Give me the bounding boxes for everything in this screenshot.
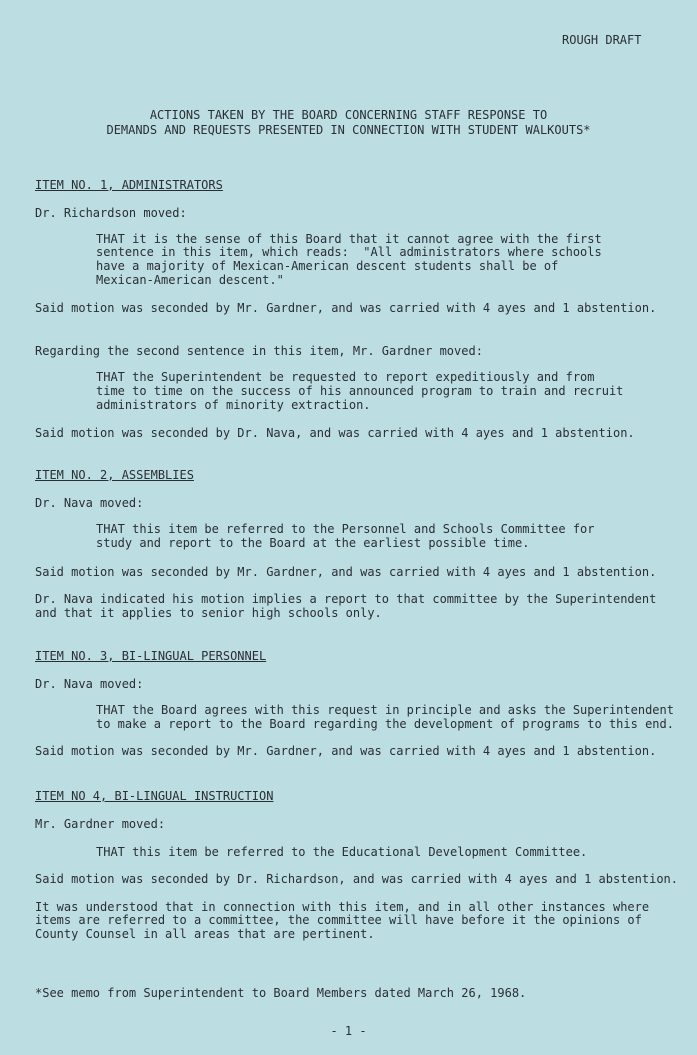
item2-motion-line: study and report to the Board at the earliest possible time. <box>96 536 530 550</box>
item4-result: Said motion was seconded by Dr. Richardson, and was carried with 4 ayes and 1 abstention. <box>35 872 678 886</box>
item1-motion1-line: Mexican-American descent." <box>96 273 284 287</box>
item2-result: Said motion was seconded by Mr. Gardner, and was carried with 4 ayes and 1 abstention. <box>35 565 657 579</box>
item4-mover: Mr. Gardner moved: <box>35 817 166 831</box>
item2-note-line: and that it applies to senior high schools only. <box>35 606 382 620</box>
item1-result2: Said motion was seconded by Dr. Nava, and was carried with 4 ayes and 1 abstention. <box>35 426 635 440</box>
title-line-2: DEMANDS AND REQUESTS PRESENTED IN CONNECTION WITH STUDENT WALKOUTS* <box>106 123 591 137</box>
page-number: - 1 - <box>330 1024 367 1038</box>
item3-motion-line: to make a report to the Board regarding the development of programs to this end. <box>96 717 674 731</box>
item1-motion2-line: time to time on the success of his announced program to train and recruit <box>96 384 624 398</box>
title-line-1: ACTIONS TAKEN BY THE BOARD CONCERNING STAFF RESPONSE TO <box>149 108 548 122</box>
item1-regarding: Regarding the second sentence in this item, Mr. Gardner moved: <box>35 344 483 358</box>
item1-mover: Dr. Richardson moved: <box>35 206 187 220</box>
item1-result1: Said motion was seconded by Mr. Gardner, and was carried with 4 ayes and 1 abstention. <box>35 301 657 315</box>
item3-mover: Dr. Nava moved: <box>35 677 144 691</box>
item1-motion1-line: have a majority of Mexican-American descent students shall be of <box>96 259 559 273</box>
footnote: *See memo from Superintendent to Board Members dated March 26, 1968. <box>35 986 527 1000</box>
item3-motion-line: THAT the Board agrees with this request in principle and asks the Superintendent <box>96 703 674 717</box>
item4-note-line: items are referred to a committee, the committee will have before it the opinions of <box>35 913 642 927</box>
item2-note-line: Dr. Nava indicated his motion implies a report to that committee by the Superintendent <box>35 592 657 606</box>
item4-note-line: County Counsel in all areas that are pertinent. <box>35 927 375 941</box>
item1-motion1-line: sentence in this item, which reads: "All administrators where schools <box>96 245 602 259</box>
item1-motion2-line: THAT the Superintendent be requested to report expeditiously and from <box>96 370 595 384</box>
item2-mover: Dr. Nava moved: <box>35 496 144 510</box>
item2-motion-line: THAT this item be referred to the Personnel and Schools Committee for <box>96 522 595 536</box>
item3-heading: ITEM NO. 3, BI-LINGUAL PERSONNEL <box>35 649 267 663</box>
item1-heading: ITEM NO. 1, ADMINISTRATORS <box>35 178 223 192</box>
item3-result: Said motion was seconded by Mr. Gardner, and was carried with 4 ayes and 1 abstention. <box>35 744 657 758</box>
item1-motion1-line: THAT it is the sense of this Board that it cannot agree with the first <box>96 232 602 246</box>
item4-motion: THAT this item be referred to the Educational Development Committee. <box>96 845 588 859</box>
item2-heading: ITEM NO. 2, ASSEMBLIES <box>35 468 194 482</box>
item4-note-line: It was understood that in connection with this item, and in all other instances where <box>35 900 650 914</box>
item4-heading: ITEM NO 4, BI-LINGUAL INSTRUCTION <box>35 789 274 803</box>
draft-label: ROUGH DRAFT <box>562 33 642 47</box>
item1-motion2-line: administrators of minority extraction. <box>96 398 371 412</box>
